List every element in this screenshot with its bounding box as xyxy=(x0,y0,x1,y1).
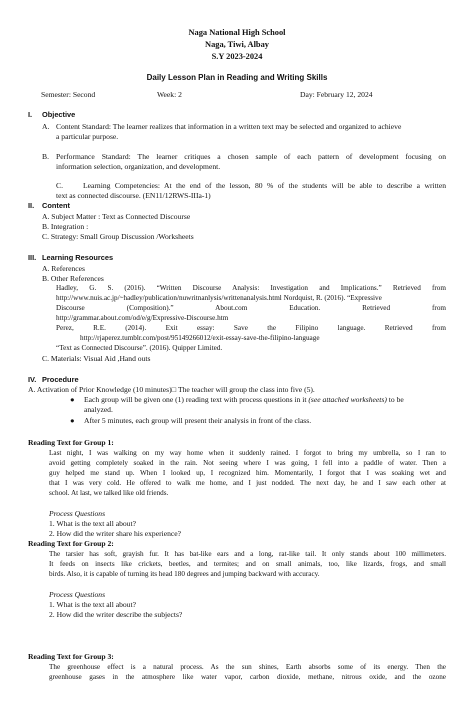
reference-nordquist-line: Discourse (Composition).” About.com Education. Retrieved from xyxy=(56,304,446,312)
section-objective-title: Objective xyxy=(42,110,76,119)
group3-text-line1: The greenhouse effect is a natural process. As the sun shines, Earth absorbs some of its energy. Then the xyxy=(49,663,446,671)
bullet-icon: ● xyxy=(70,416,75,425)
section-content-num: II. xyxy=(28,201,35,210)
content-standard-line1: Content Standard: The learner realizes that information in a written text may be selected and organized to achieve xyxy=(56,122,402,131)
subject-matter: A. Subject Matter : Text as Connected Discourse xyxy=(42,212,191,221)
learning-competencies-label: C. xyxy=(56,181,63,190)
group2-text-line3: birds. Also, it is capable of turning its head 180 degrees and jumping backward with accuracy. xyxy=(49,570,320,578)
group1-question1: 1. What is the text all about? xyxy=(49,519,136,528)
school-name: Naga National High School xyxy=(188,28,286,37)
performance-standard-line2: information selection, organization, and development. xyxy=(56,162,221,171)
other-references: B. Other References xyxy=(42,274,104,283)
group1-process-questions-title: Process Questions xyxy=(49,509,106,518)
learning-competencies-line2: text as connected discourse. (EN11/12RWS-IIIa-1) xyxy=(56,191,211,200)
school-year: S.Y 2023-2024 xyxy=(211,52,263,61)
section-procedure-title: Procedure xyxy=(42,375,79,384)
group1-text-line3: guy helped me stand up. When I looked up, I recognized him. Momentarily, I forgot that I was soaking wet and xyxy=(49,469,446,477)
bullet2: After 5 minutes, each group will present their analysis in front of the class. xyxy=(84,416,312,425)
group1-text-line1: Last night, I was walking on my way home when it suddenly rained. I forgot to bring my umbrella, so I ran to xyxy=(49,449,446,457)
group2-text-line1: The tarsier has soft, grayish fur. It has bat-like ears and a long, rat-like tail. It only stands about 100 millimeters. xyxy=(49,550,446,558)
integration: B. Integration : xyxy=(42,222,89,231)
references: A. References xyxy=(42,264,86,273)
bullet1-line1: Each group will be given one (1) reading text with process questions in it (see attached worksheets) to be xyxy=(84,395,404,404)
semester: Semester: Second xyxy=(41,90,96,99)
section-resources-num: III. xyxy=(28,253,37,262)
group1-text-line2: avoid getting completely soaked in the rain. Not seeing where I was going, I fell into a paddle of water. Then a xyxy=(49,459,446,467)
group1-text-line4: that I was very cold. He offered to walk me home, and I just nodded. The next day, he and I saw each other at xyxy=(49,479,446,487)
performance-standard-label: B. xyxy=(42,152,49,161)
reference-quipper: “Text as Connected Discourse”. (2016). Quipper Limited. xyxy=(56,344,223,352)
reference-perez-line: Perez, R.E. (2014). Exit essay: Save the Filipino language. Retrieved from xyxy=(56,324,446,332)
group1-text-line5: school. At last, we talked like old friends. xyxy=(49,489,169,497)
materials: C. Materials: Visual Aid ,Hand outs xyxy=(42,354,151,363)
group2-heading: Reading Text for Group 2: xyxy=(28,539,114,548)
school-location: Naga, Tiwi, Albay xyxy=(205,40,269,49)
section-objective-num: I. xyxy=(28,110,33,119)
strategy: C. Strategy: Small Group Discussion /Worksheets xyxy=(42,232,194,241)
section-procedure-num: IV. xyxy=(28,375,37,384)
group3-heading: Reading Text for Group 3: xyxy=(28,652,114,661)
content-standard-line2: a particular purpose. xyxy=(56,132,119,141)
reference-hadley-line2: http://www.nuis.ac.jp/~hadley/publication/nuwritnanlysis/writtenanalysis.html Nordquist, R. (2016). “Expressive xyxy=(56,294,382,302)
group2-question2: 2. How did the writer describe the subjects? xyxy=(49,610,183,619)
reference-perez-url: http://rjaperez.tumblr.com/post/95149266012/exit-essay-save-the-filipino-language xyxy=(80,334,320,342)
content-standard-label: A. xyxy=(42,122,50,131)
group2-question1: 1. What is the text all about? xyxy=(49,600,136,609)
bullet1-line2: analyzed. xyxy=(84,405,113,414)
group1-heading: Reading Text for Group 1: xyxy=(28,438,114,447)
activation-prior-knowledge: A. Activation of Prior Knowledge (10 minutes)□ The teacher will group the class into five (5). xyxy=(28,385,315,394)
week: Week: 2 xyxy=(157,90,182,99)
group3-text-line2: greenhouse gases in the atmosphere like water vapor, carbon dioxide, methane, nitrous oxide, and the ozone xyxy=(49,673,446,681)
reference-hadley-line1: Hadley, G. S. (2016). “Written Discourse Analysis: Investigation and Implications.” Retrieved from xyxy=(56,284,446,292)
group1-question2: 2. How did the writer share his experience? xyxy=(49,529,181,538)
day: Day: February 12, 2024 xyxy=(300,90,373,99)
section-resources-title: Learning Resources xyxy=(42,253,114,262)
group2-process-questions-title: Process Questions xyxy=(49,590,106,599)
bullet-icon: ● xyxy=(70,395,75,404)
reference-nordquist-url: http://grammar.about.com/od/e/g/Expressive-Discourse.htm xyxy=(56,314,229,322)
performance-standard-line1: Performance Standard: The learner critiques a chosen sample of each pattern of development focusing on xyxy=(56,152,446,161)
plan-title: Daily Lesson Plan in Reading and Writing Skills xyxy=(146,73,328,82)
learning-competencies-line1: Learning Competencies: At the end of the lesson, 80 % of the students will be able to describe a written xyxy=(83,181,446,190)
group2-text-line2: It feeds on insects like crickets, beetles, and termites; and on small animals, too, like lizards, frogs, and small xyxy=(49,560,446,568)
section-content-title: Content xyxy=(42,201,70,210)
